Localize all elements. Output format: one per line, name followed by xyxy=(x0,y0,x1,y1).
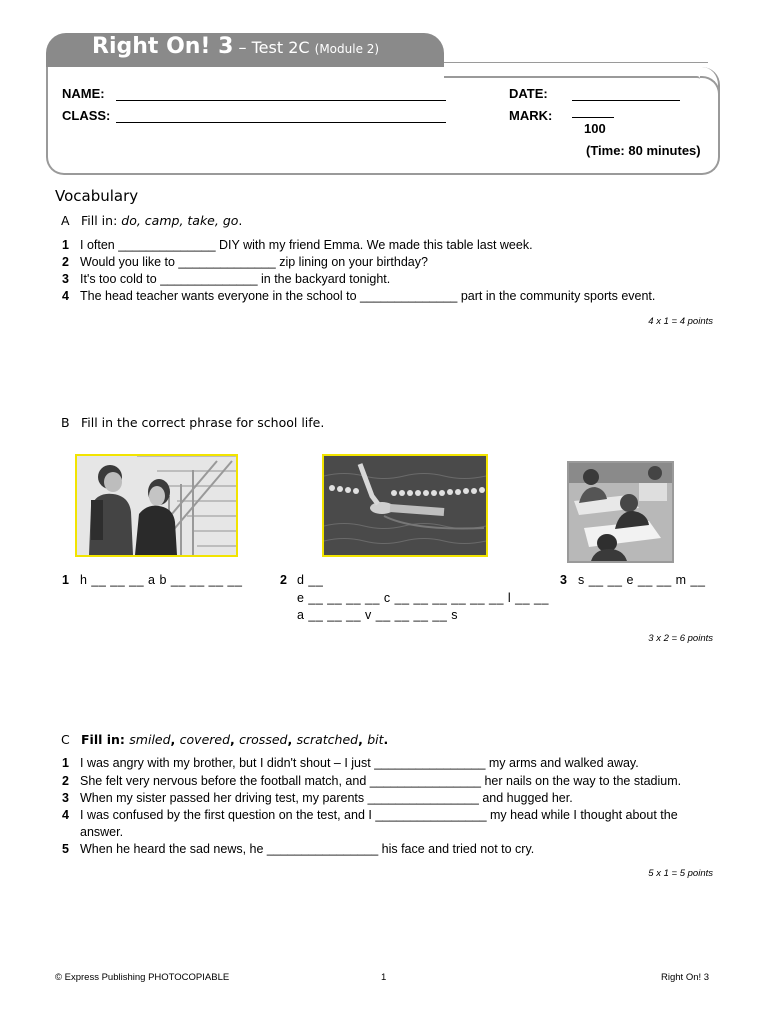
c-item-4-number: 4 xyxy=(62,808,69,822)
task-b-letter: B xyxy=(61,415,70,430)
task-c-word-1: smiled xyxy=(129,732,171,747)
photo-students-talking xyxy=(75,454,238,557)
test-title xyxy=(92,34,379,59)
task-a-instruction xyxy=(81,213,242,228)
section-title-vocabulary: Vocabulary xyxy=(55,187,139,205)
task-c-comma-1: , xyxy=(170,732,180,747)
b-item-2-number: 2 xyxy=(280,573,287,587)
task-c-prefix: Fill in: xyxy=(81,732,130,747)
class-label: CLASS: xyxy=(62,108,111,123)
task-a-suffix: . xyxy=(238,213,243,228)
b-item-1-blanks: h __ __ __ a b __ __ __ __ xyxy=(80,573,243,587)
info-box-top-edge xyxy=(444,76,700,79)
date-field[interactable] xyxy=(572,88,680,101)
c-item-4-text: I was confused by the first question on the test, and I ________________ my head while I thought about the xyxy=(80,808,678,822)
task-a-letter: A xyxy=(61,213,70,228)
b-item-3-blanks: s __ __ e __ __ m __ xyxy=(578,573,706,587)
c-item-1-number: 1 xyxy=(62,756,69,770)
brand-name: Right On! 3 xyxy=(92,34,234,59)
task-c-word-5: bit xyxy=(367,732,384,747)
mark-field[interactable] xyxy=(572,105,614,118)
task-a-words: do, camp, take, go xyxy=(121,213,239,228)
task-c-word-2: covered xyxy=(179,732,231,747)
c-item-2-text: She felt very nervous before the football match, and ________________ her nails on the way to the stadium. xyxy=(80,774,682,788)
a-item-3-text: It's too cold to ______________ in the backyard tonight. xyxy=(80,272,391,286)
c-item-1-text: I was angry with my brother, but I didn't shout – I just ________________ my arms and walked away. xyxy=(80,756,639,770)
a-item-4-number: 4 xyxy=(62,289,69,303)
task-c-instruction xyxy=(81,732,388,747)
task-b-instruction: Fill in the correct phrase for school life. xyxy=(81,415,325,430)
b-item-2-line-2: e __ __ __ __ c __ __ __ __ __ __ l __ __ xyxy=(297,591,549,605)
task-c-word-4: scratched xyxy=(296,732,359,747)
name-label: NAME: xyxy=(62,86,105,101)
b-item-3-number: 3 xyxy=(560,573,567,587)
b-item-2-line-1: d __ xyxy=(297,573,324,587)
c-item-2-number: 2 xyxy=(62,774,69,788)
b-item-1-number: 1 xyxy=(62,573,69,587)
task-a-points: 4 x 1 = 4 points xyxy=(648,316,713,327)
photo-exam-room-image xyxy=(569,463,672,561)
b-item-2-line-3: a __ __ __ v __ __ __ __ s xyxy=(297,608,459,622)
a-item-1-number: 1 xyxy=(62,238,69,252)
c-item-3-number: 3 xyxy=(62,791,69,805)
c-item-5-number: 5 xyxy=(62,842,69,856)
module-label: (Module 2) xyxy=(314,42,380,56)
mark-total: 100 xyxy=(584,121,606,136)
header-rule xyxy=(444,62,708,63)
date-label: DATE: xyxy=(509,86,548,101)
task-a-prefix: Fill in: xyxy=(81,213,122,228)
task-c-letter: C xyxy=(61,732,70,747)
c-item-3-text: When my sister passed her driving test, my parents ________________ and hugged her. xyxy=(80,791,573,805)
a-item-4-text: The head teacher wants everyone in the school to ______________ part in the community sports event. xyxy=(80,289,656,303)
photo-students-talking-image xyxy=(77,456,236,555)
c-item-4-text-continued: answer. xyxy=(80,825,124,839)
a-item-2-text: Would you like to ______________ zip lining on your birthday? xyxy=(80,255,428,269)
task-c-comma-2: , xyxy=(230,732,240,747)
photo-exam-room xyxy=(567,461,674,563)
footer-copyright: © Express Publishing PHOTOCOPIABLE xyxy=(55,972,230,983)
test-label: – Test 2C xyxy=(233,38,315,57)
task-c-comma-4: , xyxy=(358,732,368,747)
footer-page-number: 1 xyxy=(381,972,387,983)
a-item-2-number: 2 xyxy=(62,255,69,269)
task-c-points: 5 x 1 = 5 points xyxy=(648,868,713,879)
task-c-period: . xyxy=(383,732,389,747)
task-c-word-3: crossed xyxy=(239,732,288,747)
a-item-3-number: 3 xyxy=(62,272,69,286)
a-item-1-text: I often ______________ DIY with my friend Emma. We made this table last week. xyxy=(80,238,533,252)
mark-label: MARK: xyxy=(509,108,553,123)
task-c-comma-3: , xyxy=(287,732,297,747)
task-b-points: 3 x 2 = 6 points xyxy=(648,633,713,644)
photo-swimmer xyxy=(322,454,488,557)
class-field[interactable] xyxy=(116,110,446,123)
c-item-5-text: When he heard the sad news, he ________________ his face and tried not to cry. xyxy=(80,842,535,856)
name-field[interactable] xyxy=(116,88,446,101)
time-limit: (Time: 80 minutes) xyxy=(586,143,701,158)
photo-swimmer-image xyxy=(324,456,486,555)
footer-book-title: Right On! 3 xyxy=(661,972,710,983)
